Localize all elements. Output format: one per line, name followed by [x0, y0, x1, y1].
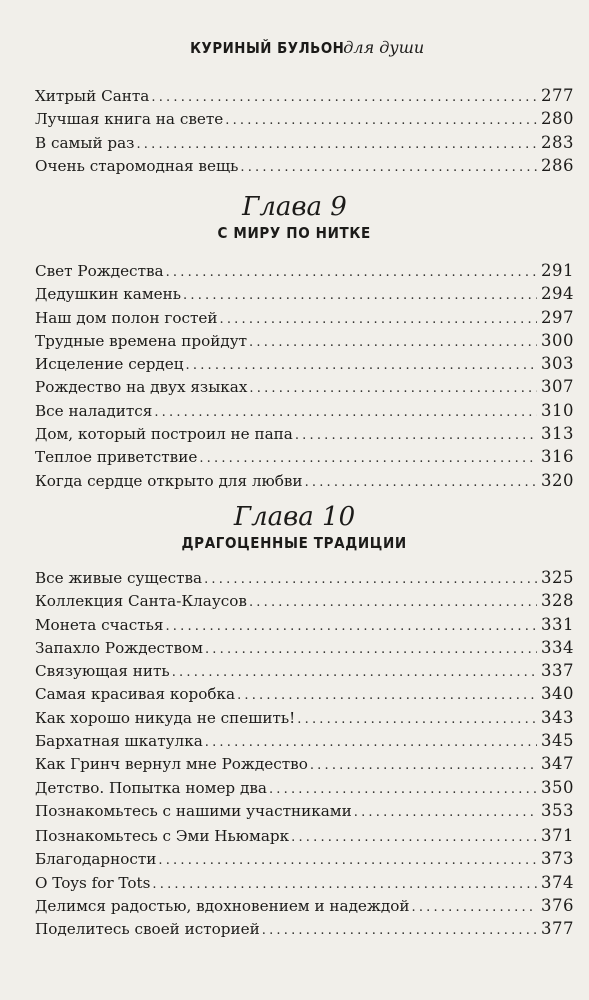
toc-entry-page: 307 [541, 377, 574, 397]
toc-entry-title: Детство. Попытка номер два [35, 778, 267, 797]
toc-entry-page: 310 [541, 400, 574, 420]
toc-entry-page: 377 [541, 919, 574, 939]
dot-leader [354, 805, 537, 820]
toc-entry-page: 371 [541, 826, 574, 845]
chapter-10-label: Глава 10 [233, 502, 356, 532]
chapter-9-heading [0, 192, 589, 242]
dot-leader [262, 923, 537, 938]
toc-entry-page: 331 [541, 614, 574, 634]
toc-entry-page: 334 [541, 637, 574, 657]
toc-entry-title: Коллекция Санта-Клаусов [35, 592, 247, 611]
toc-entry [35, 424, 574, 447]
dot-leader [151, 90, 537, 105]
toc-entry [35, 754, 574, 777]
running-header [0, 38, 589, 57]
toc-entry [35, 873, 574, 896]
toc-entry [35, 801, 574, 824]
chapter-10-heading [0, 502, 589, 552]
dot-leader [165, 619, 537, 634]
toc-entry-title: Познакомьтесь с нашими участниками [35, 801, 352, 820]
dot-leader [240, 160, 537, 175]
chapter-10-title: ДРАГОЦЕННЫЕ ТРАДИЦИИ [181, 534, 408, 552]
toc-entry [35, 86, 574, 109]
dot-leader [310, 758, 537, 773]
toc-entry-title: Исцеление сердец [35, 355, 184, 374]
dot-leader [154, 405, 537, 420]
toc-entry [35, 661, 574, 684]
toc-entry [35, 331, 574, 354]
toc-entry-page: 320 [541, 470, 574, 490]
toc-entry-title: Благодарности [35, 850, 157, 869]
dot-leader [136, 137, 537, 152]
toc-entry-page: 277 [541, 86, 574, 105]
toc-entry-page: 345 [541, 731, 574, 751]
dot-leader [305, 475, 537, 490]
toc-entry [35, 731, 574, 754]
dot-leader [183, 288, 537, 303]
toc-entry-page: 316 [541, 447, 574, 467]
toc-entry [35, 261, 574, 284]
book-title-script: для души [343, 38, 425, 57]
toc-entry [35, 377, 574, 400]
toc-entry-title: О Toys for Tots [35, 873, 151, 892]
toc-entry-title: Все живые существа [35, 569, 203, 587]
toc-entry [35, 708, 574, 731]
toc-section-chapter-9 [35, 261, 574, 494]
toc-entry-page: 376 [541, 895, 574, 915]
toc-entry [35, 638, 574, 661]
dot-leader [220, 312, 537, 327]
toc-entry [35, 284, 574, 307]
toc-entry-page: 340 [541, 684, 574, 704]
toc-entry-title: Лучшая книга на свете [35, 110, 224, 129]
toc-entry-title: Дедушкин камень [35, 285, 182, 304]
book-title-caps: КУРИНЫЙ БУЛЬОН [189, 39, 345, 57]
toc-entry-page: 350 [541, 777, 574, 797]
toc-section-back-matter [35, 826, 574, 942]
toc-entry-page: 300 [541, 330, 574, 350]
toc-entry-title: Свет Рождества [35, 262, 164, 280]
toc-entry [35, 133, 574, 156]
chapter-9-title: С МИРУ ПО НИТКЕ [217, 224, 372, 242]
toc-entry-page: 303 [541, 354, 574, 374]
toc-entry-title: Как Гринч вернул мне Рождество [35, 755, 308, 774]
toc-entry-title: Связующая нить [35, 662, 170, 681]
toc-entry-title: Очень старомодная вещь [35, 156, 239, 175]
toc-entry [35, 471, 574, 494]
toc-entry [35, 896, 574, 919]
toc-entry-page: 328 [541, 591, 574, 611]
dot-leader [249, 595, 537, 610]
dot-leader [158, 853, 537, 868]
toc-entry-title: В самый раз [35, 133, 135, 152]
toc-entry-title: Как хорошо никуда не спешить! [35, 708, 296, 727]
toc-entry-page: 283 [541, 132, 574, 152]
dot-leader [295, 428, 537, 443]
dot-leader [199, 451, 537, 466]
toc-entry-page: 343 [541, 707, 574, 727]
toc-entry [35, 447, 574, 470]
toc-entry-title: Дом, который построил не папа [35, 425, 293, 444]
toc-entry-title: Все наладится [35, 401, 153, 420]
toc-entry-title: Трудные времена пройдут [35, 331, 248, 350]
toc-entry-page: 280 [541, 109, 574, 129]
toc-entry-title: Делимся радостью, вдохновением и надеждой [35, 896, 410, 915]
toc-entry-page: 374 [541, 872, 574, 892]
toc-entry-page: 297 [541, 307, 574, 327]
dot-leader [186, 358, 537, 373]
toc-entry [35, 919, 574, 942]
toc-entry-title: Наш дом полон гостей [35, 308, 218, 327]
toc-entry [35, 684, 574, 707]
toc-entry [35, 826, 574, 849]
toc-entry [35, 401, 574, 424]
toc-entry-page: 353 [541, 800, 574, 820]
dot-leader [249, 381, 537, 396]
toc-entry-title: Самая красивая коробка [35, 685, 236, 704]
toc-entry-title: Запахло Рождеством [35, 638, 203, 657]
toc-entry [35, 109, 574, 132]
dot-leader [166, 265, 537, 280]
toc-entry-title: Рождество на двух языках [35, 378, 248, 397]
dot-leader [249, 335, 537, 350]
chapter-9-label: Глава 9 [242, 192, 347, 222]
toc-entry-page: 313 [541, 424, 574, 444]
toc-entry-page: 286 [541, 155, 574, 175]
toc-entry-title: Когда сердце открыто для любви [35, 471, 303, 490]
toc-entry-page: 337 [541, 661, 574, 681]
toc-entry [35, 849, 574, 872]
toc-entry [35, 354, 574, 377]
dot-leader [205, 735, 537, 750]
toc-entry-page: 325 [541, 568, 574, 587]
toc-entry-title: Монета счастья [35, 615, 164, 634]
dot-leader [269, 782, 537, 797]
toc-entry [35, 568, 574, 591]
toc-entry [35, 156, 574, 179]
toc-entry [35, 308, 574, 331]
toc-entry-page: 291 [541, 261, 574, 280]
toc-entry-title: Хитрый Санта [35, 87, 150, 105]
dot-leader [225, 113, 537, 128]
toc-section-top [35, 86, 574, 179]
toc-entry-page: 347 [541, 754, 574, 774]
toc-entry [35, 778, 574, 801]
dot-leader [172, 665, 537, 680]
toc-entry [35, 591, 574, 614]
dot-leader [152, 877, 537, 892]
dot-leader [291, 830, 537, 845]
dot-leader [297, 712, 537, 727]
toc-entry [35, 615, 574, 638]
dot-leader [412, 900, 537, 915]
toc-entry-title: Познакомьтесь с Эми Ньюмарк [35, 827, 290, 845]
toc-entry-title: Теплое приветствие [35, 448, 198, 467]
dot-leader [204, 572, 537, 587]
toc-entry-title: Бархатная шкатулка [35, 732, 203, 751]
toc-entry-page: 373 [541, 849, 574, 869]
toc-entry-page: 294 [541, 284, 574, 304]
dot-leader [205, 642, 537, 657]
toc-entry-title: Поделитесь своей историей [35, 920, 260, 939]
toc-section-chapter-10 [35, 568, 574, 824]
dot-leader [237, 688, 537, 703]
